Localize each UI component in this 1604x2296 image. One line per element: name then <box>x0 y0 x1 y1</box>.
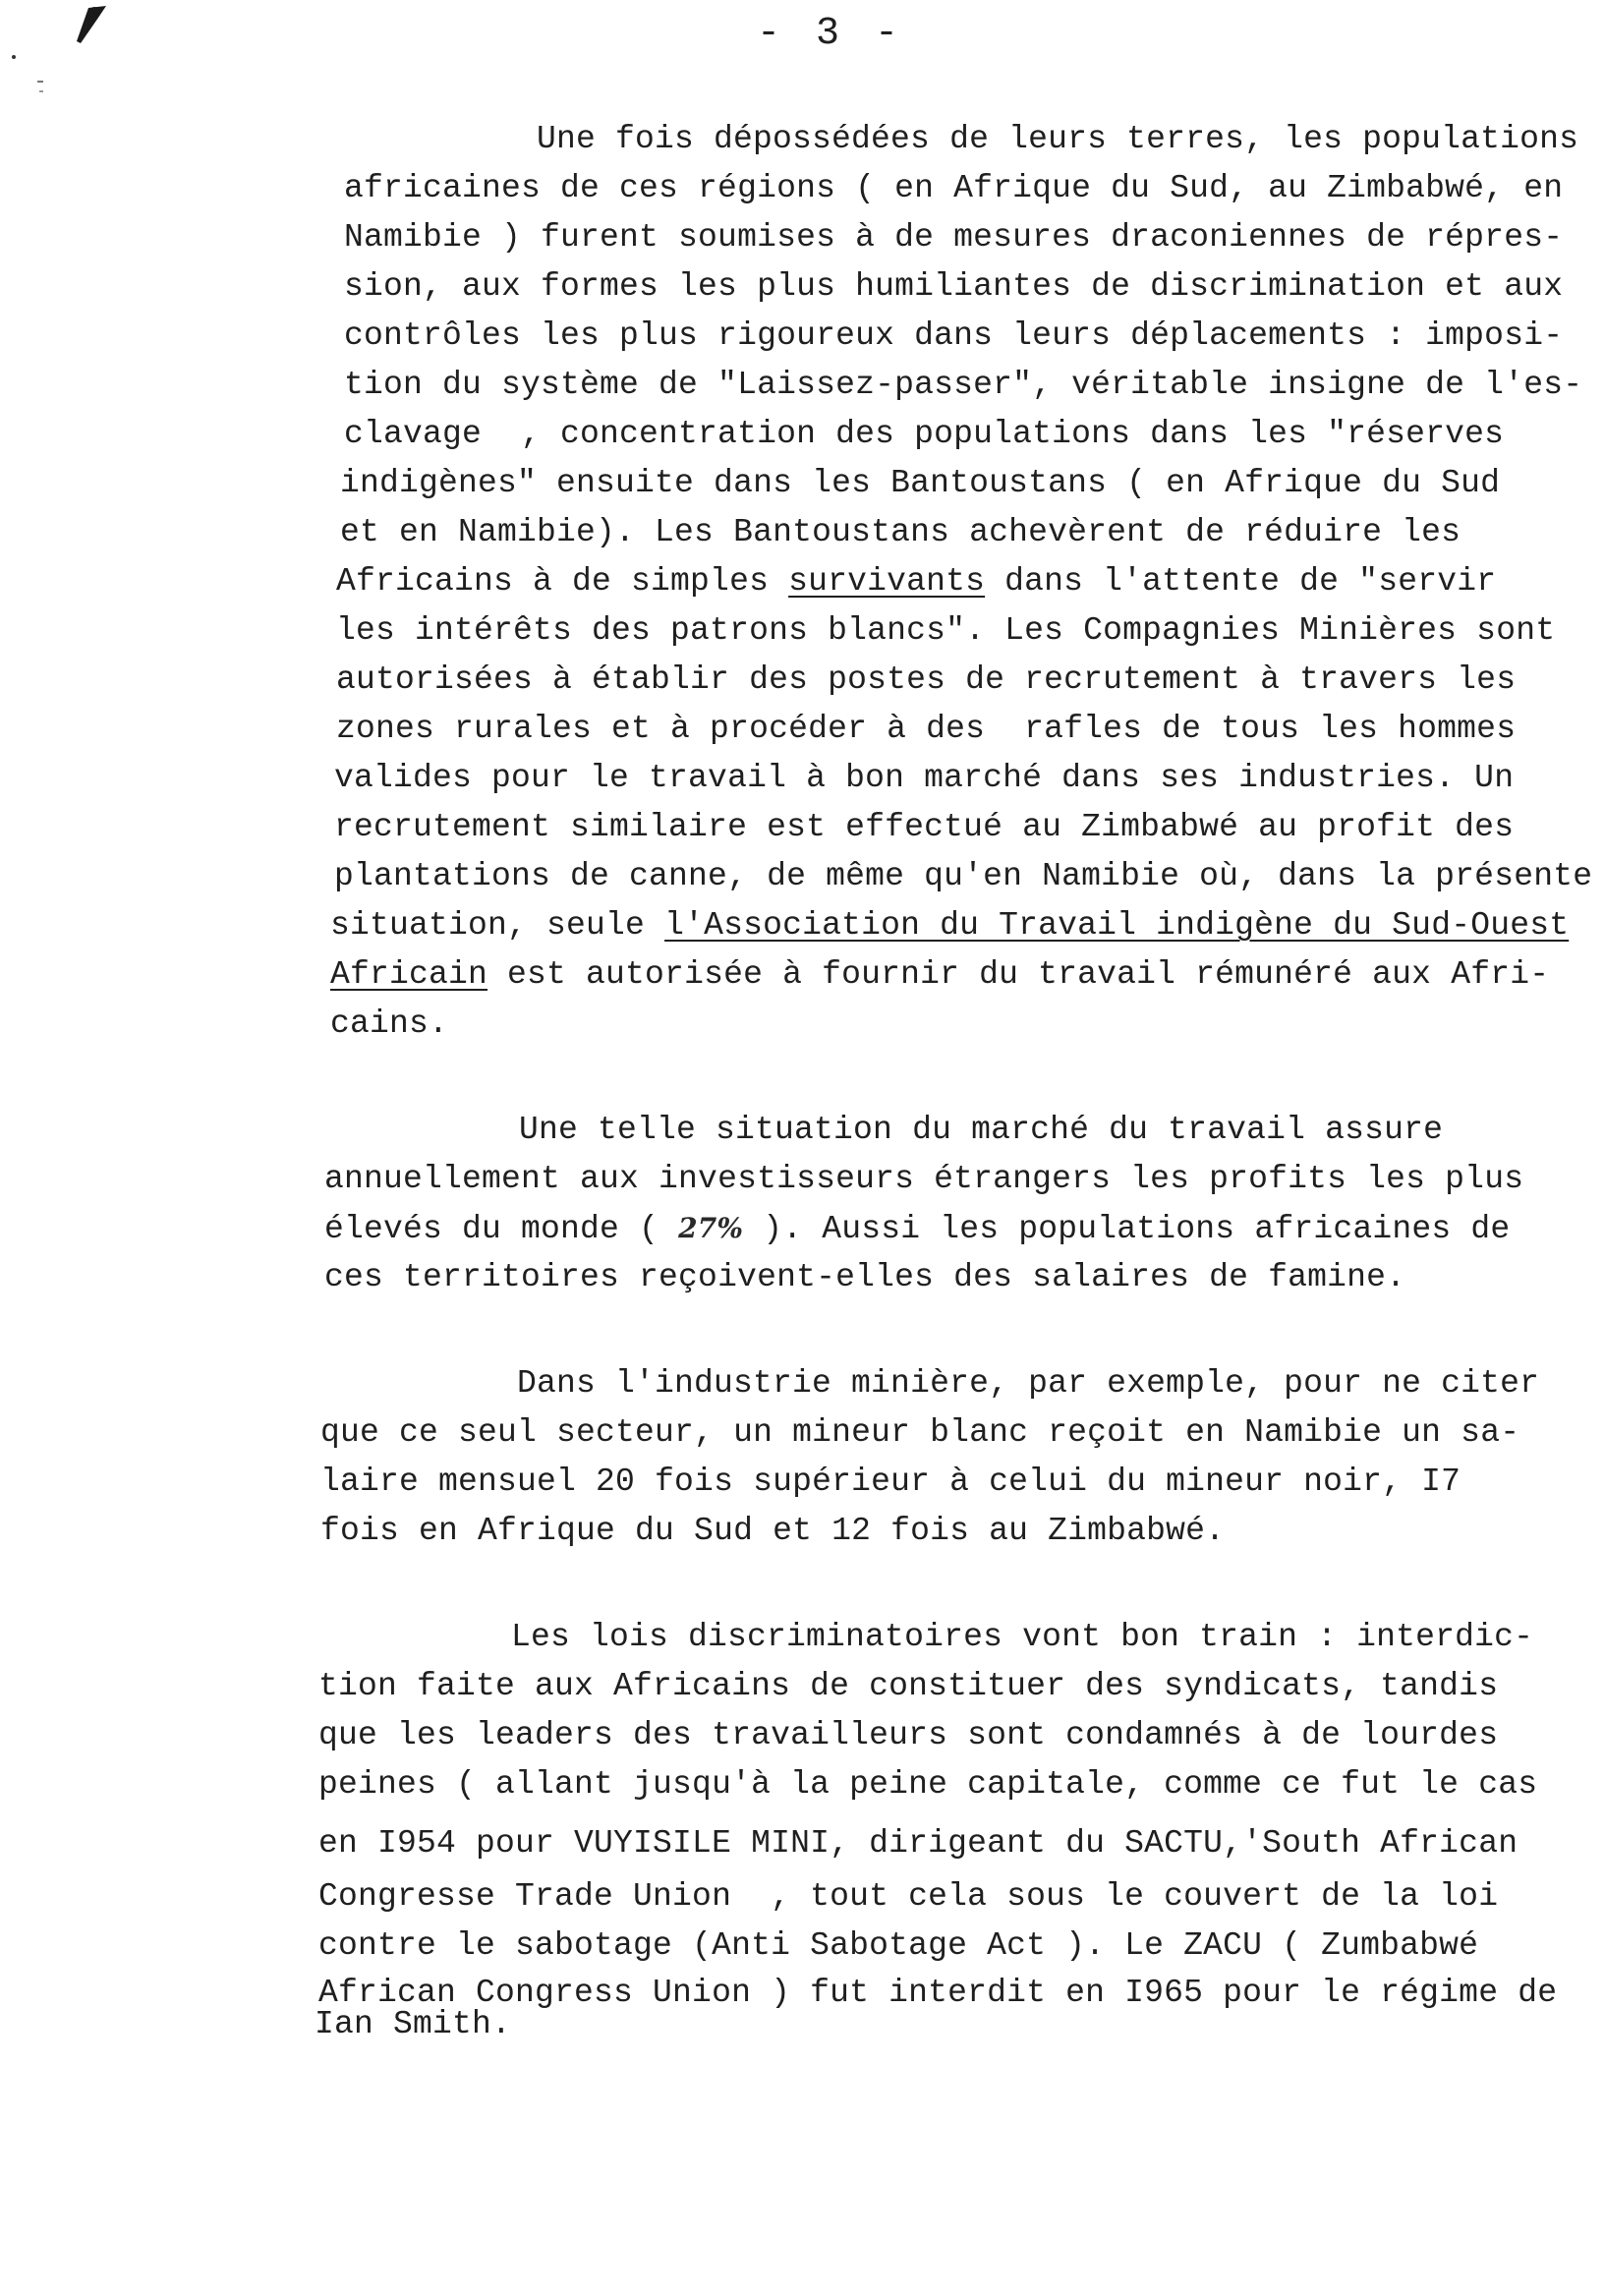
underlined-text: survivants <box>788 563 986 600</box>
text-line: recrutement similaire est effectué au Zimbabwé au profit des <box>334 809 1515 845</box>
text-line: que ce seul secteur, un mineur blanc reçoit en Namibie un sa- <box>320 1414 1520 1451</box>
text-line: et en Namibie). Les Bantoustans achevèrent de réduire les <box>340 514 1461 550</box>
text-segment: est autorisée à fournir du travail rémunéré aux Afri- <box>487 956 1550 993</box>
underlined-text: Africain <box>330 956 488 993</box>
text-line: sion, aux formes les plus humiliantes de discrimination et aux <box>344 268 1564 305</box>
text-line <box>324 1209 1510 1249</box>
text-line: tion faite aux Africains de constituer des syndicats, tandis <box>318 1668 1499 1704</box>
text-line: Les lois discriminatoires vont bon train : interdic- <box>511 1619 1534 1655</box>
text-line: africaines de ces régions ( en Afrique du Sud, au Zimbabwé, en <box>344 170 1564 206</box>
text-line: Ian Smith. <box>315 2006 512 2042</box>
text-segment: dans l'attente de "servir <box>985 563 1497 600</box>
text-line: clavage , concentration des populations dans les "réserves <box>344 416 1505 452</box>
text-line: que les leaders des travailleurs sont condamnés à de lourdes <box>318 1717 1499 1753</box>
text-line: Congresse Trade Union , tout cela sous le couvert de la loi <box>318 1878 1499 1915</box>
page-number: - 3 - <box>757 12 905 56</box>
text-line: Dans l'industrie minière, par exemple, pour ne citer <box>517 1365 1540 1402</box>
handwritten-annotation: 27% <box>678 1212 744 1244</box>
text-line: annuellement aux investisseurs étrangers les profits les plus <box>324 1161 1524 1197</box>
text-line <box>336 562 1496 602</box>
text-line: African Congress Union ) fut interdit en I965 pour le régime de <box>318 1975 1558 2011</box>
text-line: zones rurales et à procéder à des rafles de tous les hommes <box>336 711 1517 747</box>
text-line: autorisées à établir des postes de recrutement à travers les <box>336 661 1517 698</box>
text-line: tion du système de "Laissez-passer", véritable insigne de l'es- <box>344 367 1583 403</box>
text-line: ces territoires reçoivent-elles des salaires de famine. <box>324 1259 1406 1295</box>
text-segment: élevés du monde ( <box>324 1211 679 1247</box>
ink-mark-icon <box>59 6 118 55</box>
text-line: peines ( allant jusqu'à la peine capitale, comme ce fut le cas <box>318 1766 1538 1803</box>
text-line: cains. <box>330 1005 449 1042</box>
text-segment: Africains à de simples <box>336 563 789 600</box>
text-line <box>330 906 1569 946</box>
text-line: Namibie ) furent soumises à de mesures draconiennes de répres- <box>344 219 1564 256</box>
text-line: laire mensuel 20 fois supérieur à celui du mineur noir, I7 <box>320 1464 1461 1500</box>
text-line: les intérêts des patrons blancs". Les Compagnies Minières sont <box>336 612 1556 649</box>
text-line: Une telle situation du marché du travail assure <box>519 1112 1444 1148</box>
text-line: indigènes" ensuite dans les Bantoustans ( en Afrique du Sud <box>340 465 1501 501</box>
text-line: contre le sabotage (Anti Sabotage Act ). Le ZACU ( Zumbabwé <box>318 1927 1479 1964</box>
text-line: valides pour le travail à bon marché dans ses industries. Un <box>334 760 1515 796</box>
text-line: contrôles les plus rigoureux dans leurs déplacements : imposi- <box>344 317 1564 354</box>
text-line: Une fois dépossédées de leurs terres, les populations <box>537 121 1579 157</box>
text-line: plantations de canne, de même qu'en Namibie où, dans la présente <box>334 858 1593 894</box>
text-segment: ). Aussi les populations africaines de <box>743 1211 1511 1247</box>
underlined-text: l'Association du Travail indigène du Sud-Ouest <box>664 907 1570 944</box>
text-line <box>330 955 1549 995</box>
text-segment: situation, seule <box>330 907 665 944</box>
text-line: fois en Afrique du Sud et 12 fois au Zimbabwé. <box>320 1513 1226 1549</box>
paper-speck-icon <box>8 51 47 110</box>
text-line: en I954 pour VUYISILE MINI, dirigeant du SACTU,'South African <box>318 1825 1518 1862</box>
